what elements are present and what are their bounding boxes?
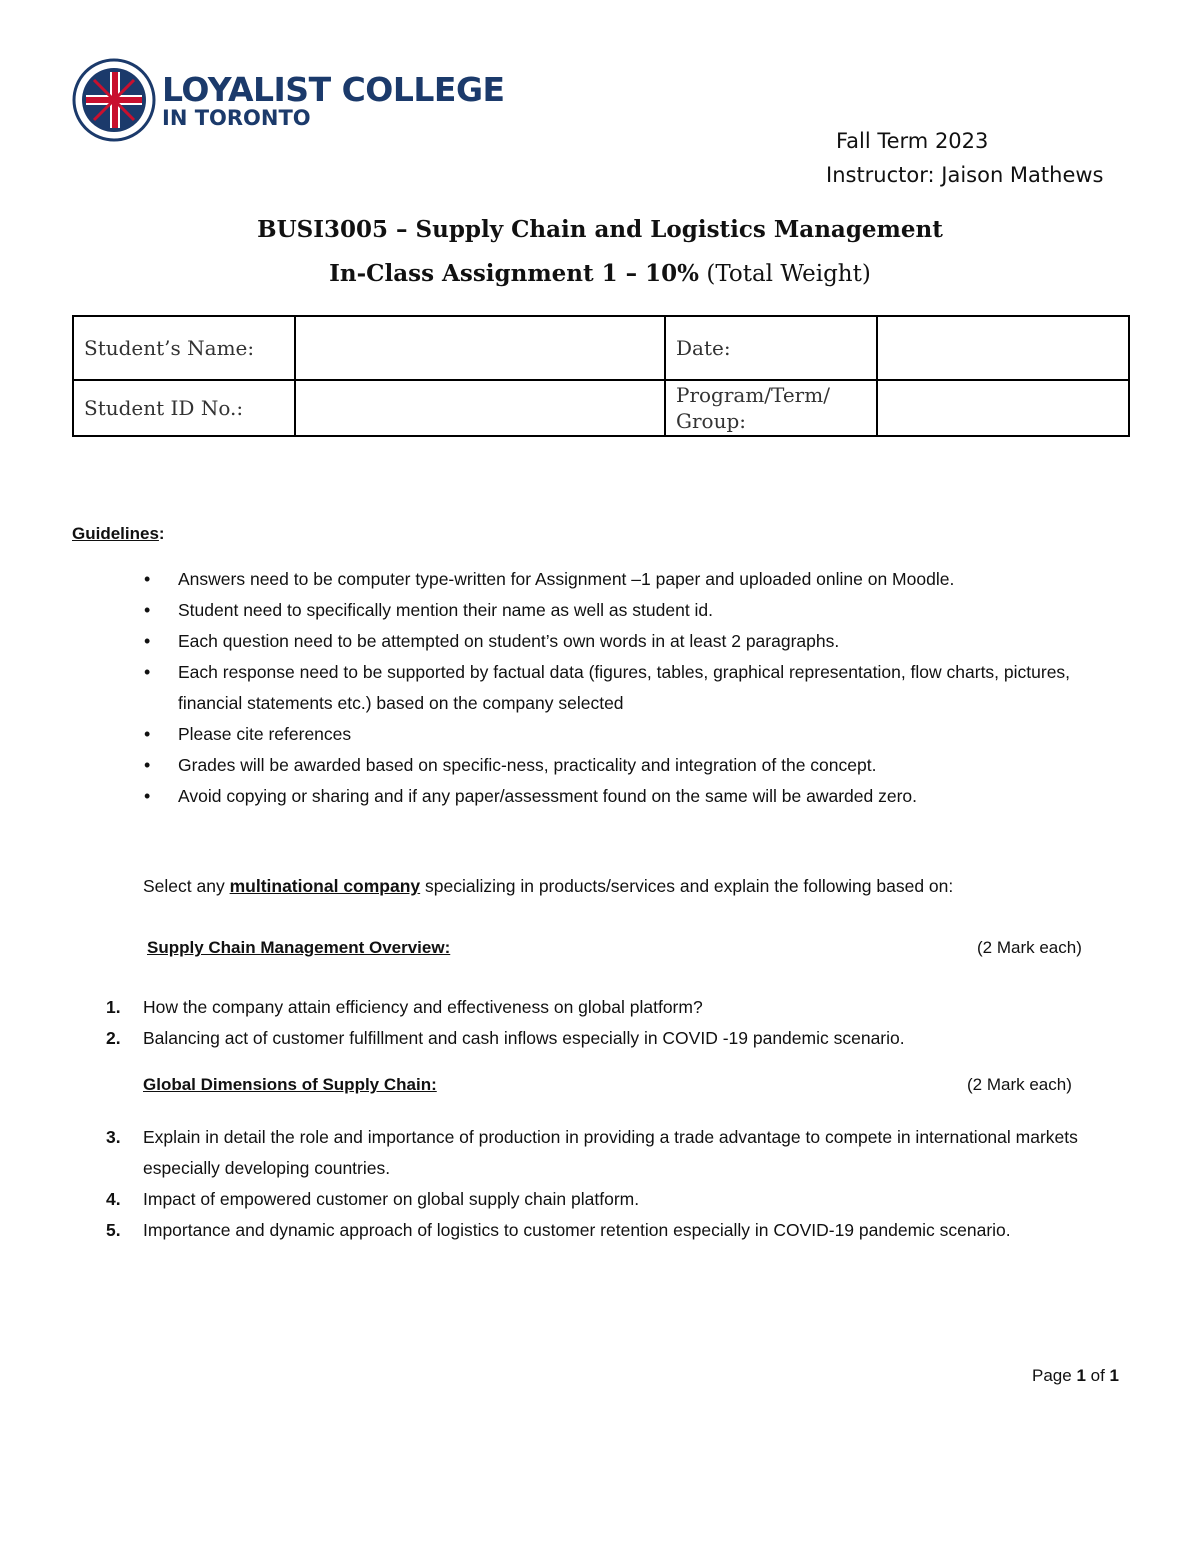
section-title-scm-overview: Supply Chain Management Overview: [147,938,451,957]
logo-text-line1: LOYALIST COLLEGE [162,70,505,109]
student-info-table [72,315,1130,437]
question-number: 1. [106,997,121,1017]
table-row [73,380,1129,436]
question-item [106,1122,1128,1184]
question-item [106,992,1128,1023]
assignment-title-bold: In-Class Assignment 1 – 10% [329,260,700,287]
page-of-word: of [1085,1366,1110,1385]
list-item: • Please cite references [178,719,1128,750]
instruction-emphasis: multinational company [229,876,421,896]
program-term-group-field[interactable] [877,380,1129,436]
date-field[interactable] [877,316,1129,380]
question-number: 3. [106,1127,121,1147]
college-logo [72,58,505,142]
section-marks: (2 Mark each) [977,938,1082,957]
question-number: 2. [106,1028,121,1048]
page-word: Page [1032,1366,1077,1385]
assignment-title-weight: (Total Weight) [699,261,871,287]
guidelines-heading-text: Guidelines [72,524,159,543]
student-name-label: Student’s Name: [73,316,295,380]
list-item: • Each question need to be attempted on student’s own words in at least 2 paragraphs. [178,626,1128,657]
question-item [106,1023,1128,1054]
question-number: 4. [106,1189,121,1209]
question-number: 5. [106,1220,121,1240]
student-name-field[interactable] [295,316,665,380]
section-marks: (2 Mark each) [967,1075,1072,1094]
program-label-line2: Group: [676,409,746,433]
question-text: Impact of empowered customer on global supply chain platform. [143,1189,640,1209]
guidelines-heading-colon: : [158,524,165,543]
list-item: • Each response need to be supported by factual data (figures, tables, graphical representation, flow charts, pictures, financial statements etc.) based on the company selected [178,657,1128,719]
page-number [1032,1366,1119,1386]
page-total: 1 [1109,1366,1119,1385]
program-term-group-label [665,380,877,436]
student-id-field[interactable] [295,380,665,436]
list-item: • Student need to specifically mention their name as well as student id. [178,595,1128,626]
question-list [106,992,1128,1054]
student-id-label: Student ID No.: [73,380,295,436]
page-current: 1 [1076,1366,1086,1385]
question-text: Explain in detail the role and importance of production in providing a trade advantage to compete in international markets especially developing countries. [143,1127,1078,1178]
assignment-title [0,260,1200,287]
list-item: • Grades will be awarded based on specific-ness, practicality and integration of the concept. [178,750,1128,781]
question-text: Balancing act of customer fulfillment and cash inflows especially in COVID -19 pandemic scenario. [143,1028,905,1048]
section-title-global-dimensions: Global Dimensions of Supply Chain: [143,1075,437,1094]
logo-text-line2: IN TORONTO [162,106,311,130]
date-label: Date: [665,316,877,380]
guidelines-heading [72,524,165,544]
question-item [106,1215,1128,1246]
program-label-line1: Program/Term/ [676,383,830,407]
table-row [73,316,1129,380]
instructor-text: Instructor: Jaison Mathews [826,163,1104,187]
list-item: • Avoid copying or sharing and if any paper/assessment found on the same will be awarded zero. [178,781,1128,812]
question-text: Importance and dynamic approach of logistics to customer retention especially in COVID-19 pandemic scenario. [143,1220,1011,1240]
instruction-prefix: Select any [143,876,230,896]
instruction-text [143,876,953,897]
course-title: BUSI3005 – Supply Chain and Logistics Management [257,216,943,243]
college-crest-icon [72,58,156,142]
header-info [826,124,1104,192]
question-list [106,1122,1128,1246]
term-text: Fall Term 2023 [836,129,989,153]
question-text: How the company attain efficiency and effectiveness on global platform? [143,997,703,1017]
guidelines-list [178,564,1128,812]
instruction-suffix: specializing in products/services and explain the following based on: [420,876,954,896]
list-item: • Answers need to be computer type-written for Assignment –1 paper and uploaded online on Moodle. [178,564,1128,595]
question-item [106,1184,1128,1215]
